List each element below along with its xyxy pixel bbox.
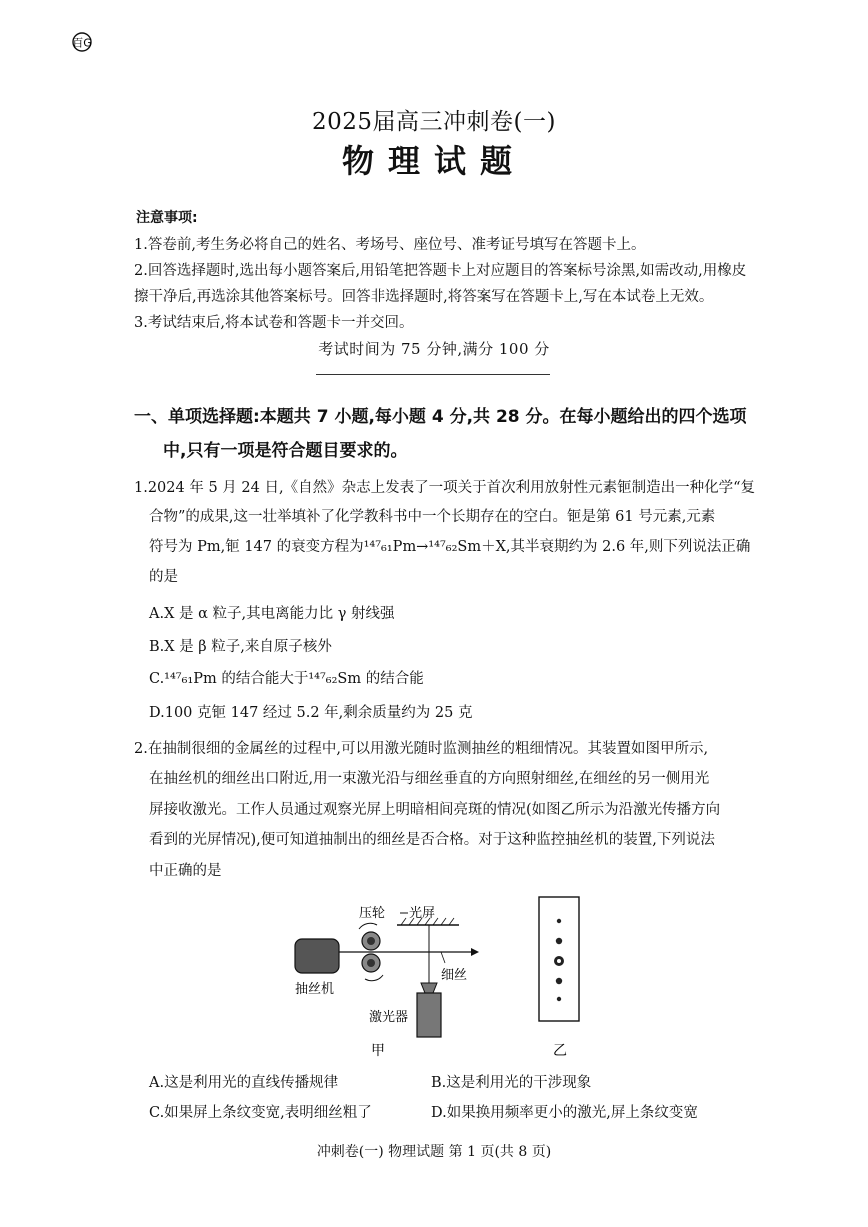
q1-option-d: D.100 克钷 147 经过 5.2 年,剩余质量约为 25 克 [149, 705, 473, 721]
laser-nozzle [421, 983, 437, 993]
q1-option-c: C.¹⁴⁷₆₁Pm 的结合能大于¹⁴⁷₆₂Sm 的结合能 [149, 671, 424, 687]
notice-item-3: 3.考试结束后,将本试卷和答题卡一并交回。 [134, 315, 414, 331]
q2-line-5: 中正确的是 [149, 863, 222, 879]
caption-b: 乙 [553, 1043, 567, 1059]
label-laser: 激光器 [369, 1010, 409, 1025]
label-screen: 光屏 [409, 906, 436, 921]
section-heading-cont: 中,只有一项是符合题目要求的。 [163, 441, 408, 461]
subject-title: 物理试题 [341, 142, 526, 180]
press-roller-top-hub [367, 937, 375, 945]
roller-rotation-arrow-bottom [365, 975, 383, 981]
fringe-spot [556, 978, 562, 984]
roller-rotation-arrow-top [359, 923, 377, 929]
q1-option-a: A.X 是 α 粒子,其电离能力比 γ 射线强 [149, 606, 395, 622]
fringe-spot [556, 938, 562, 944]
divider [316, 374, 550, 375]
q1-line-2: 合物”的成果,这一壮举填补了化学教科书中一个长期存在的空白。钷是第 61 号元素,元素 [149, 509, 716, 525]
q1-line-1: 1.2024 年 5 月 24 日,《自然》杂志上发表了一项关于首次利用放射性元素钷制造出一种化学“复 [134, 480, 755, 496]
exam-time: 考试时间为 75 分钟,满分 100 分 [318, 340, 550, 358]
section-heading: 一、单项选择题:本题共 7 小题,每小题 4 分,共 28 分。在每小题给出的四个选项 [134, 407, 747, 427]
laser-device [417, 993, 441, 1037]
q1-line-4: 的是 [149, 569, 178, 585]
fringe-spot [557, 919, 561, 923]
wire-label-pointer [441, 952, 445, 963]
q2-option-d: D.如果换用频率更小的激光,屏上条纹变宽 [431, 1105, 698, 1121]
q2-option-a: A.这是利用光的直线传播规律 [149, 1075, 339, 1091]
q1-option-b: B.X 是 β 粒子,来自原子核外 [149, 639, 332, 655]
q2-line-1: 2.在抽制很细的金属丝的过程中,可以用激光随时监测抽丝的粗细情况。其装置如图甲所示, [134, 741, 709, 757]
publisher-logo [72, 30, 112, 54]
page-footer: 冲刺卷(一) 物理试题 第 1 页(共 8 页) [316, 1144, 552, 1160]
press-roller-bottom-hub [367, 959, 375, 967]
label-roller: 压轮 [359, 906, 386, 921]
fringe-spot [557, 997, 561, 1001]
q2-line-2: 在抽丝机的细丝出口附近,用一束激光沿与细丝垂直的方向照射细丝,在细丝的另一侧用光 [149, 771, 710, 787]
drawing-machine [295, 939, 339, 973]
q2-line-3: 屏接收激光。工作人员通过观察光屏上明暗相间亮斑的情况(如图乙所示为沿激光传播方向 [149, 802, 721, 818]
label-machine: 抽丝机 [295, 982, 335, 997]
q2-figure [285, 895, 605, 1065]
notice-item-1: 1.答卷前,考生务必将自己的姓名、考场号、座位号、准考证号填写在答题卡上。 [134, 237, 646, 253]
label-wire: 细丝 [441, 968, 468, 983]
fringe-center-highlight [557, 959, 561, 963]
exam-title: 2025届高三冲刺卷(一) [312, 109, 556, 135]
q2-option-c: C.如果屏上条纹变宽,表明细丝粗了 [149, 1105, 372, 1121]
notice-item-2: 2.回答选择题时,选出每小题答案后,用铅笔把答题卡上对应题目的答案标号涂黑,如需改动,用橡皮 [134, 263, 747, 279]
experiment-diagram [285, 895, 605, 1065]
wire-arrow [471, 948, 479, 956]
q1-line-3: 符号为 Pm,钷 147 的衰变方程为¹⁴⁷₆₁Pm→¹⁴⁷₆₂Sm＋X,其半衰期约为 2.6 年,则下列说法正确 [149, 539, 751, 555]
notice-item-2-cont: 擦干净后,再选涂其他答案标号。回答非选择题时,将答案写在答题卡上,写在本试卷上无效。 [134, 289, 714, 305]
logo-char: 百G [72, 36, 92, 50]
q2-line-4: 看到的光屏情况),便可知道抽制出的细丝是否合格。对于这种监控抽丝机的装置,下列说法 [149, 832, 715, 848]
caption-a: 甲 [371, 1043, 385, 1059]
q2-option-b: B.这是利用光的干涉现象 [431, 1075, 592, 1091]
notice-heading: 注意事项: [136, 210, 198, 226]
